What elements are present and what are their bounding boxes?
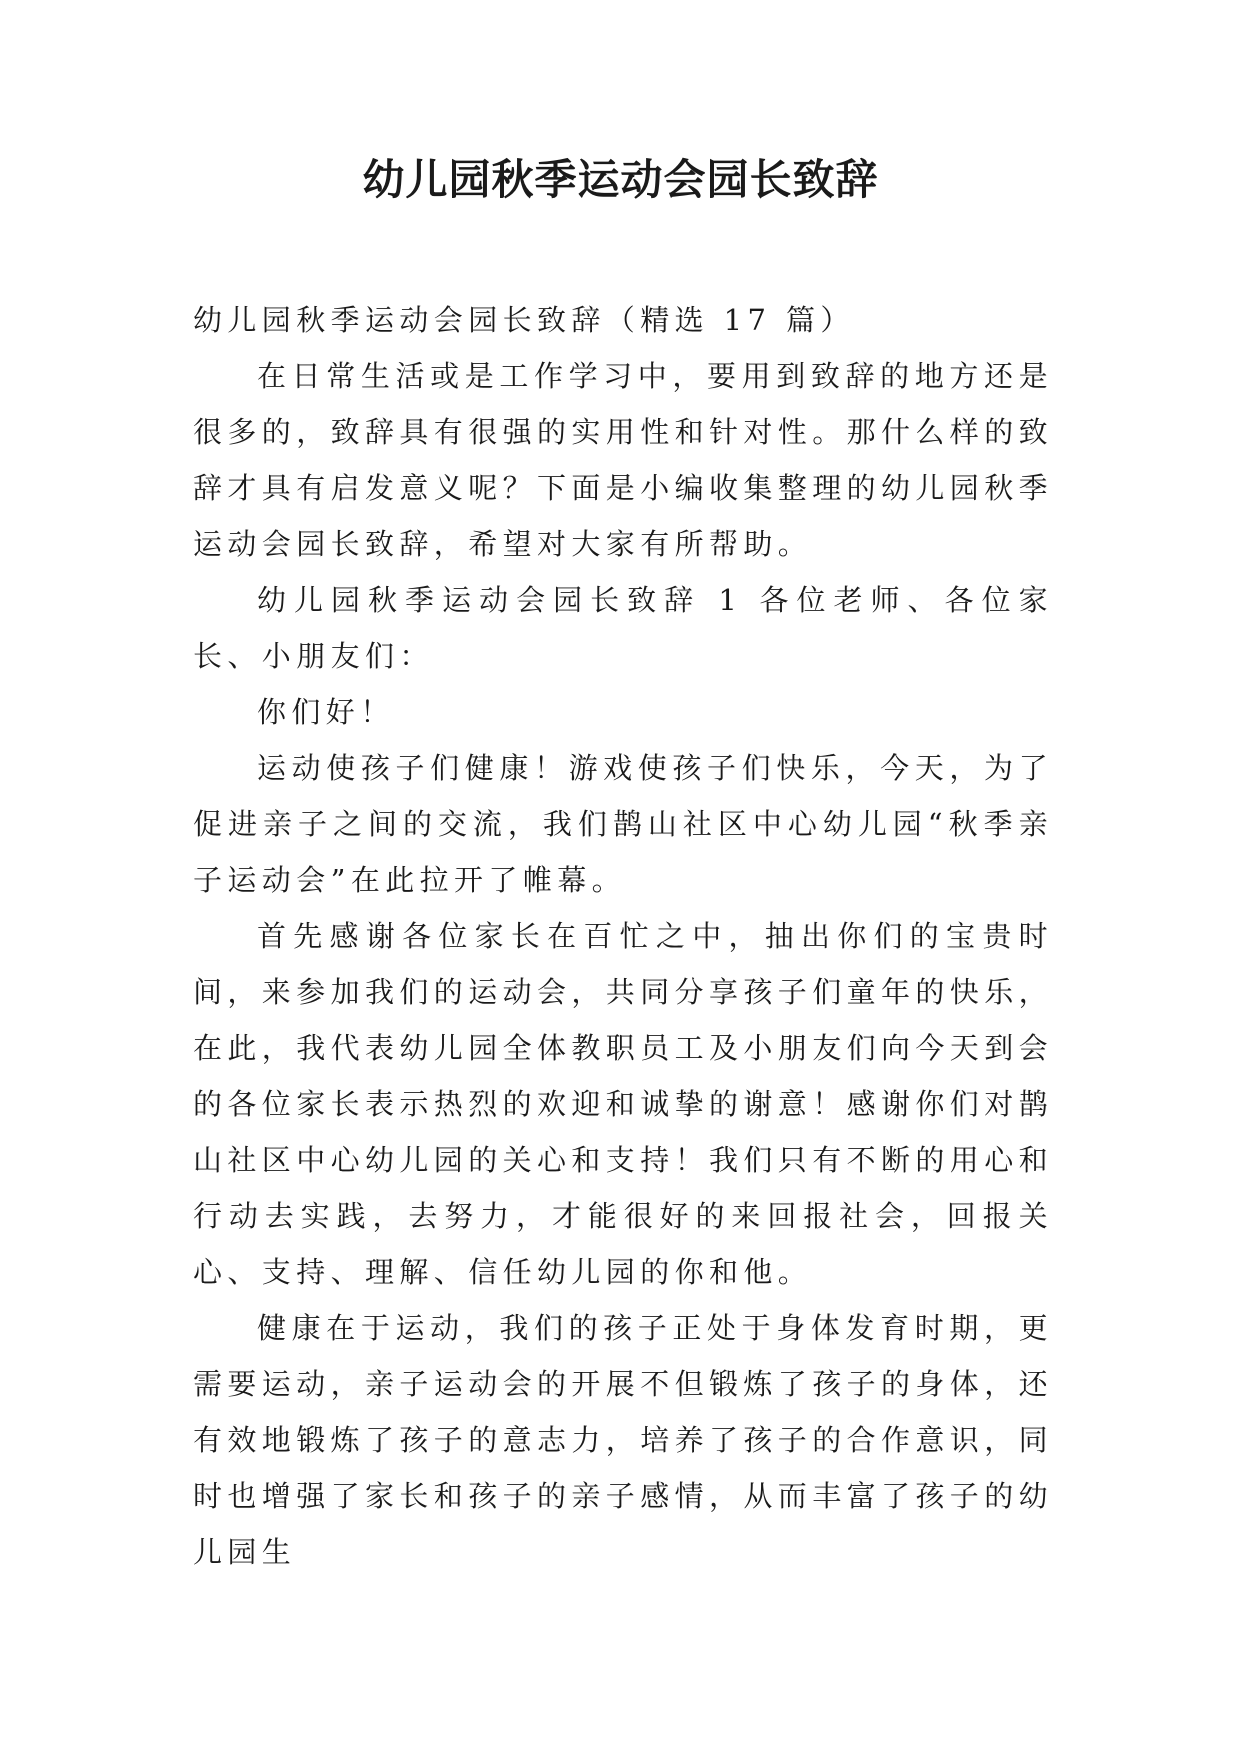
paragraph-greeting: 你们好！ <box>257 695 395 729</box>
document-title: 幼儿园秋季运动会园长致辞 <box>362 155 879 204</box>
paragraph-salutation: 幼儿园秋季运动会园长致辞 1 各位老师、各位家长、小朋友们： <box>193 583 1053 673</box>
document-subtitle: 幼儿园秋季运动会园长致辞（精选 17 篇） <box>193 303 855 337</box>
document-body <box>193 292 1053 1580</box>
paragraph-health: 健康在于运动，我们的孩子正处于身体发育时期，更需要运动，亲子运动会的开展不但锻炼了孩子的身体，还有效地锻炼了孩子的意志力，培养了孩子的合作意识，同时也增强了家长和孩子的亲子感情，从而丰富了孩子的幼儿园生 <box>193 1311 1054 1569</box>
paragraph-thanks: 首先感谢各位家长在百忙之中，抽出你们的宝贵时间，来参加我们的运动会，共同分享孩子们童年的快乐，在此，我代表幼儿园全体教职员工及小朋友们向今天到会的各位家长表示热烈的欢迎和诚挚的谢意！感谢你们对鹊山社区中心幼儿园的关心和支持！我们只有不断的用心和行动去实践，去努力，才能很好的来回报社会，回报关心、支持、理解、信任幼儿园的你和他。 <box>193 919 1054 1289</box>
paragraph-opening: 运动使孩子们健康！游戏使孩子们快乐，今天，为了促进亲子之间的交流，我们鹊山社区中心幼儿园“秋季亲子运动会”在此拉开了帷幕。 <box>193 751 1053 897</box>
paragraph-intro: 在日常生活或是工作学习中，要用到致辞的地方还是很多的，致辞具有很强的实用性和针对性。那什么样的致辞才具有启发意义呢？下面是小编收集整理的幼儿园秋季运动会园长致辞，希望对大家有所帮助。 <box>193 359 1054 561</box>
